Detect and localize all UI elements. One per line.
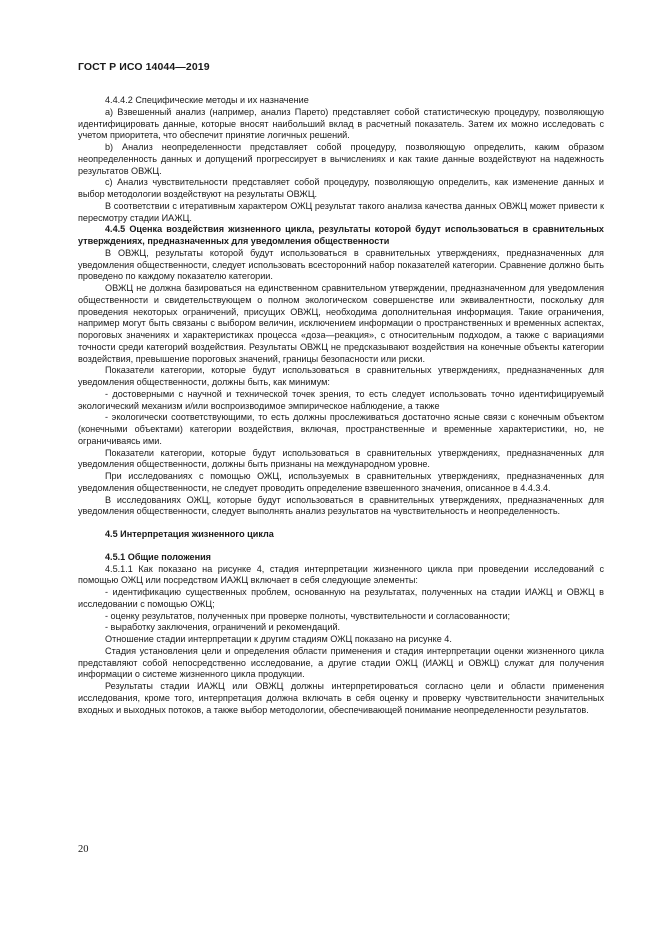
section-heading: 4.4.5 Оценка воздействия жизненного цикла, результаты которой будут использоваться в сравнительных утверждениях, предназначенных для уведомления общественности (78, 224, 604, 246)
section-heading: 4.5.1 Общие положения (105, 551, 211, 562)
paragraph: Стадия установления цели и определения области применения и стадия интерпретации оценки жизненного цикла представляют собой непосредственно исследование, а другие стадии ОЖЦ (ИАЖЦ и ОВЖЦ) служат для получения информации о системе жизненного цикла продукции. (78, 645, 604, 680)
paragraph: Результаты стадии ИАЖЦ или ОВЖЦ должны интерпретироваться согласно цели и области применения исследования, кроме того, интерпретация должна включать в себя оценку и проверку чувствительности значительных входных и выходных потоков, а также выбор методологии, обеспечивающей понимание неопределенности результатов. (78, 681, 604, 715)
document-header: ГОСТ Р ИСО 14044—2019 (78, 61, 210, 73)
spacer (78, 541, 604, 552)
document-body (78, 95, 604, 716)
paragraph: В соответствии с итеративным характером ОЖЦ результат такого анализа качества данных ОВЖЦ может привести к пересмотру стадии ИАЖЦ. (78, 200, 604, 223)
page-number: 20 (78, 844, 89, 855)
paragraph: 4.5.1.1 Как показано на рисунке 4, стадия интерпретации жизненного цикла при проведении исследований с помощью ОЖЦ или посредством ИАЖЦ включает в себя следующие элементы: (78, 563, 604, 586)
paragraph: При исследованиях с помощью ОЖЦ, используемых в сравнительных утверждениях, предназначенных для уведомления общественности, не следует проводить определение взвешенного значения, описанное в 4.4.3.4. (78, 471, 604, 493)
list-item: - достоверными с научной и технической точек зрения, то есть следует использовать точно идентифицируемый экологический механизм и/или воспроизводимое эмпирическое наблюдение, а также (78, 388, 604, 411)
list-item: - оценку результатов, полученных при проверке полноты, чувствительности и согласованности; (105, 610, 511, 621)
paragraph: b) Анализ неопределенности представляет собой процедуру, позволяющую определить, каким образом неопределенность данных и допущений прогрессирует в вычислениях и как такие данные воздействуют на надежность результатов ОВЖЦ. (78, 142, 604, 176)
paragraph: Отношение стадии интерпретации к другим стадиям ОЖЦ показано на рисунке 4. (105, 634, 452, 644)
paragraph: Показатели категории, которые будут использоваться в сравнительных утверждениях, предназначенных для уведомления общественности, должны быть признаны на международном уровне. (78, 447, 604, 470)
paragraph: a) Взвешенный анализ (например, анализ Парето) представляет собой статистическую процедуру, позволяющую идентифицировать данные, которые вносят наибольший вклад в расчетный показатель. Затем их можно исследовать с учетом приоритета, что обеспечит принятие логичных решений. (78, 106, 604, 141)
paragraph: Показатели категории, которые будут использоваться в сравнительных утверждениях, предназначенных для уведомления общественности, должны быть, как минимум: (78, 365, 604, 387)
paragraph: c) Анализ чувствительности представляет собой процедуру, позволяющую определить, как изменение данных и выбор методологии воздействуют на результаты ОВЖЦ. (78, 177, 604, 199)
list-item: - экологически соответствующими, то есть должны прослеживаться достаточно ясные связи с конечным объектом (конечными объектами) категории воздействия, включая, пространственные и временные характеристики, но, не ограничиваясь ими. (78, 412, 604, 446)
paragraph: ОВЖЦ не должна базироваться на единственном сравнительном утверждении, предназначенном для уведомления общественности и свидетельствующем о полном экологическом совершенстве или эквивалентности, поскольку для проведения некоторых ограничений, присущих ОВЖЦ, необходима дополнительная информация. Такие ограничения, например могут быть связаны с выбором величин, исключением информации о пространственных и временных аспектах, пороговых значениях и характеристиках процесса «доза—реакция», с относительным подходом, а также с вариациями точности среди категорий воздействия. Результаты ОВЖЦ не предсказывают воздействия на конечные объекты категории воздействия, превышение пороговых значений, границы безопасности или риски. (78, 283, 604, 364)
spacer (78, 518, 604, 529)
subsection-heading: 4.4.4.2 Специфические методы и их назначение (105, 95, 309, 105)
list-item: - выработку заключения, ограничений и рекомендаций. (105, 622, 341, 633)
list-item: - идентификацию существенных проблем, основанную на результатах, полученных на стадии ИАЖЦ и ОВЖЦ в исследовании с помощью ОЖЦ; (78, 587, 604, 609)
paragraph: В исследованиях ОЖЦ, которые будут использоваться в сравнительных утверждениях, предназначенных для уведомления общественности, следует выполнять анализ результатов на чувствительность и неопределенность. (78, 494, 604, 517)
paragraph: В ОВЖЦ, результаты которой будут использоваться в сравнительных утверждениях, предназначенных для уведомления общественности, следует использовать всесторонний набор показателей категории. Сравнение должно быть проведено по каждому показателю категории. (78, 247, 604, 282)
section-heading: 4.5 Интерпретация жизненного цикла (105, 529, 274, 539)
